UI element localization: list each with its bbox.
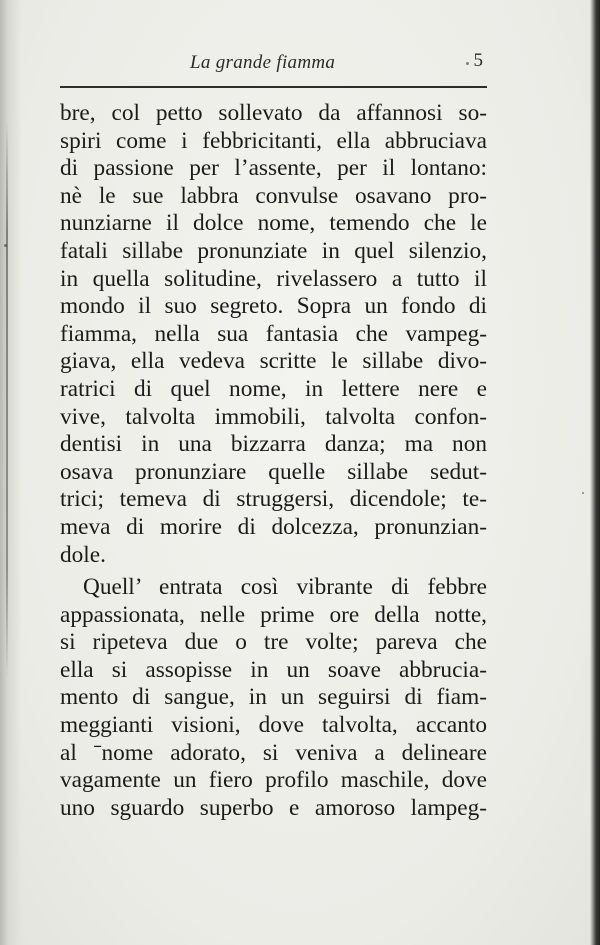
page-right-edge: [590, 0, 600, 945]
text-line: trici; temeva di struggersi, dicendole; te-: [60, 486, 487, 513]
text-line: ratrici di quel nome, in lettere nere e: [60, 375, 487, 402]
text-line: mento di sangue, in un seguirsi di fiam-: [60, 684, 487, 711]
text-line: meva di morire di dolcezza, pronunzian-: [60, 513, 487, 540]
binding-edge: [0, 0, 22, 945]
text-line: di passione per l’assente, per il lontano:: [60, 155, 487, 182]
text-line: fatali sillabe pronunziate in quel silenzio,: [60, 237, 487, 264]
header-rule: [60, 86, 487, 88]
text-line: Quell’ entrata così vibrante di febbre: [83, 574, 487, 601]
text-line: ella si assopisse in un soave abbrucia-: [60, 656, 487, 683]
text-line: meggianti visioni, dove talvolta, accanto: [60, 712, 487, 739]
text-line: bre, col petto sollevato da affannosi so-: [60, 100, 487, 126]
paper-speck: [582, 492, 584, 494]
text-line: dentisi in una bizzarra danza; ma non: [60, 431, 487, 458]
text-line: uno sguardo superbo e amoroso lampeg-: [60, 794, 487, 821]
text-line: al ˉnome adorato, si veniva a delineare: [60, 739, 487, 766]
text-line: vagamente un fiero profilo maschile, dove: [60, 767, 487, 794]
binding-crease: [6, 120, 8, 680]
page-header: [60, 50, 485, 78]
text-line: mondo il suo segreto. Sopra un fondo di: [60, 293, 487, 320]
text-line: fiamma, nella sua fantasia che vampeg-: [60, 320, 487, 347]
page-number: 5: [473, 50, 483, 71]
running-title: La grande fiamma: [190, 52, 336, 73]
text-line: spiri come i febbricitanti, ella abbruciava: [60, 127, 487, 154]
paper-speck: [4, 244, 7, 247]
paper-speck: [466, 62, 469, 65]
body-text: [60, 100, 487, 822]
text-line: vive, talvolta immobili, talvolta confon-: [60, 403, 487, 430]
text-line: appassionata, nelle prime ore della notte,: [60, 601, 487, 628]
text-line: osava pronunziare quelle sillabe sedut-: [60, 458, 487, 485]
text-line: nunziarne il dolce nome, temendo che le: [60, 210, 487, 237]
text-line: giava, ella vedeva scritte le sillabe divo-: [60, 348, 487, 375]
text-line: dole.: [60, 541, 106, 568]
text-line: nè le sue labbra convulse osavano pro-: [60, 182, 487, 209]
text-line: si ripeteva due o tre volte; pareva che: [60, 629, 487, 656]
text-line: in quella solitudine, rivelassero a tutto il: [60, 265, 487, 292]
